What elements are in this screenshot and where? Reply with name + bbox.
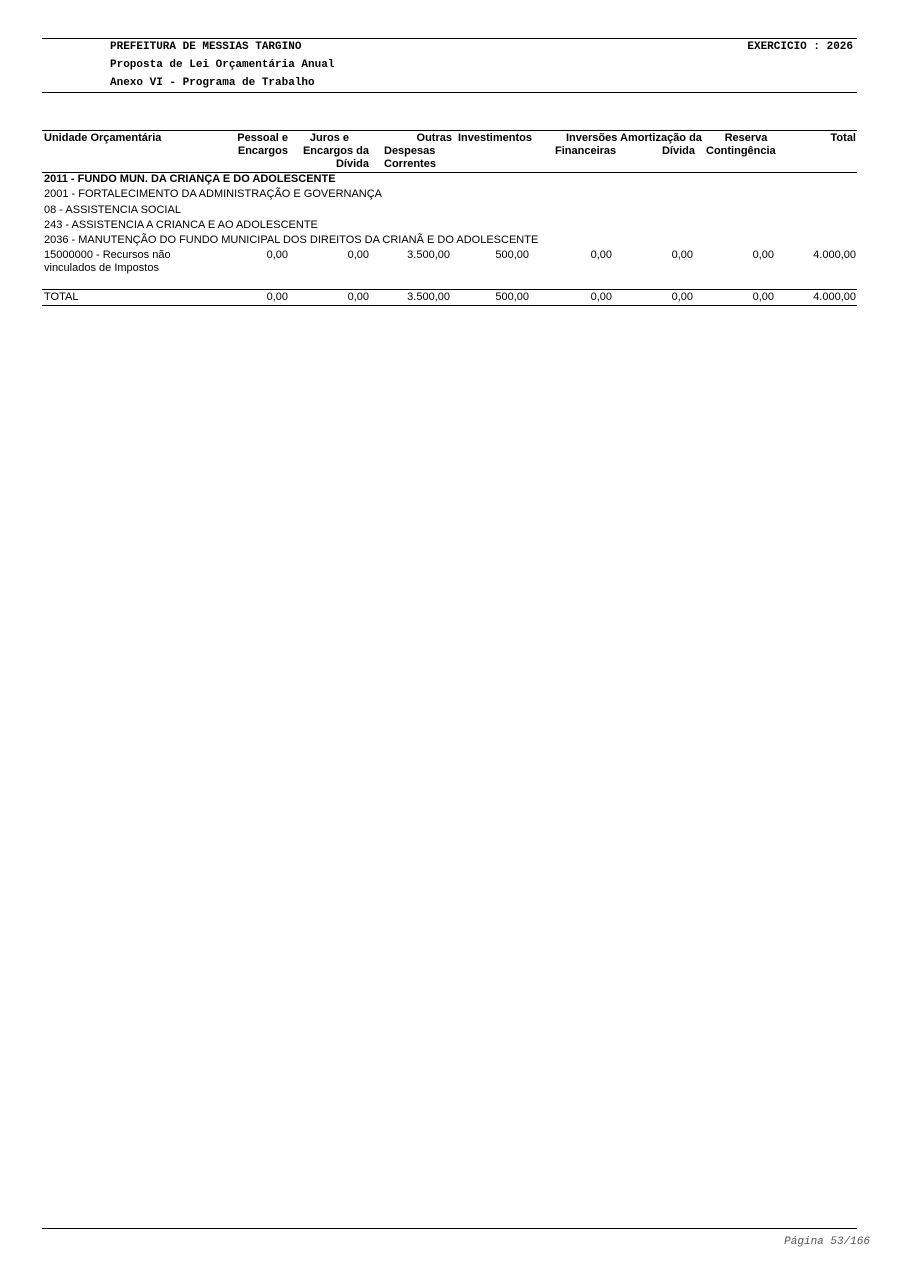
col-header-unidade: Unidade Orçamentária [44, 132, 162, 144]
totals-bottom-rule [42, 305, 857, 306]
subfuncao-heading: 243 - ASSISTENCIA A CRIANCA E AO ADOLESCENTE [44, 219, 318, 231]
fonte-label-line1: 15000000 - Recursos não [44, 249, 171, 261]
totals-pessoal: 0,00 [266, 291, 288, 303]
org-name: PREFEITURA DE MESSIAS TARGINO [110, 41, 302, 53]
col-header-juros-line1: Juros e [309, 132, 350, 144]
exercise-year: EXERCICIO : 2026 [747, 41, 853, 53]
report-subtitle: Anexo VI - Programa de Trabalho [110, 77, 315, 89]
col-header-juros-line2: Encargos da [302, 145, 369, 157]
col-header-total: Total [830, 132, 856, 144]
col-header-divida: Dívida [661, 145, 695, 157]
col-header-reserva [706, 132, 786, 158]
col-header-financeiras: Financeiras [555, 145, 617, 157]
cell-amortizacao: 0,00 [671, 249, 693, 261]
footer-rule [42, 1228, 857, 1229]
col-header-pessoal-line1: Pessoal e [237, 132, 288, 144]
header-top-rule [42, 38, 857, 39]
col-header-pessoal [220, 132, 288, 158]
totals-reserva: 0,00 [752, 291, 774, 303]
col-header-juros-line3: Dívida [335, 158, 369, 170]
cell-reserva: 0,00 [752, 249, 774, 261]
table-top-rule [42, 130, 857, 131]
acao-heading: 2036 - MANUTENÇÃO DO FUNDO MUNICIPAL DOS DIREITOS DA CRIANÃ E DO ADOLESCENTE [44, 234, 539, 246]
header-bottom-rule [42, 92, 857, 93]
fonte-label-line2: vinculados de Impostos [44, 262, 159, 274]
totals-investimentos: 500,00 [495, 291, 529, 303]
col-header-outras-line2: Despesas [384, 145, 436, 157]
col-header-outras-line1: Outras [416, 132, 452, 144]
programa-heading: 2001 - FORTALECIMENTO DA ADMINISTRAÇÃO E GOVERNANÇA [44, 188, 383, 200]
totals-top-rule [42, 289, 857, 290]
page-number: Página 53/166 [784, 1236, 870, 1248]
totals-inversoes: 0,00 [590, 291, 612, 303]
report-title: Proposta de Lei Orçamentária Anual [110, 59, 335, 71]
fonte-label [44, 249, 171, 275]
totals-juros: 0,00 [347, 291, 369, 303]
col-header-outras [384, 132, 452, 171]
cell-inversoes: 0,00 [590, 249, 612, 261]
totals-outras: 3.500,00 [407, 291, 450, 303]
funcao-heading: 08 - ASSISTENCIA SOCIAL [44, 204, 181, 216]
cell-outras: 3.500,00 [407, 249, 450, 261]
col-header-pessoal-line2: Encargos [237, 145, 288, 157]
unidade-heading: 2011 - FUNDO MUN. DA CRIANÇA E DO ADOLESCENTE [44, 173, 336, 185]
col-header-inversoes: Inversões Amortização da [566, 132, 702, 144]
col-header-outras-line3: Correntes [384, 158, 436, 170]
col-header-juros [290, 132, 369, 171]
col-header-reserva-line1: Reserva [724, 132, 768, 144]
cell-pessoal: 0,00 [266, 249, 288, 261]
totals-total: 4.000,00 [813, 291, 856, 303]
cell-investimentos: 500,00 [495, 249, 529, 261]
totals-label: TOTAL [44, 291, 79, 303]
col-header-reserva-line2: Contingência [706, 145, 776, 157]
cell-juros: 0,00 [347, 249, 369, 261]
col-header-investimentos: Investimentos [458, 132, 532, 144]
totals-amortizacao: 0,00 [671, 291, 693, 303]
cell-total: 4.000,00 [813, 249, 856, 261]
